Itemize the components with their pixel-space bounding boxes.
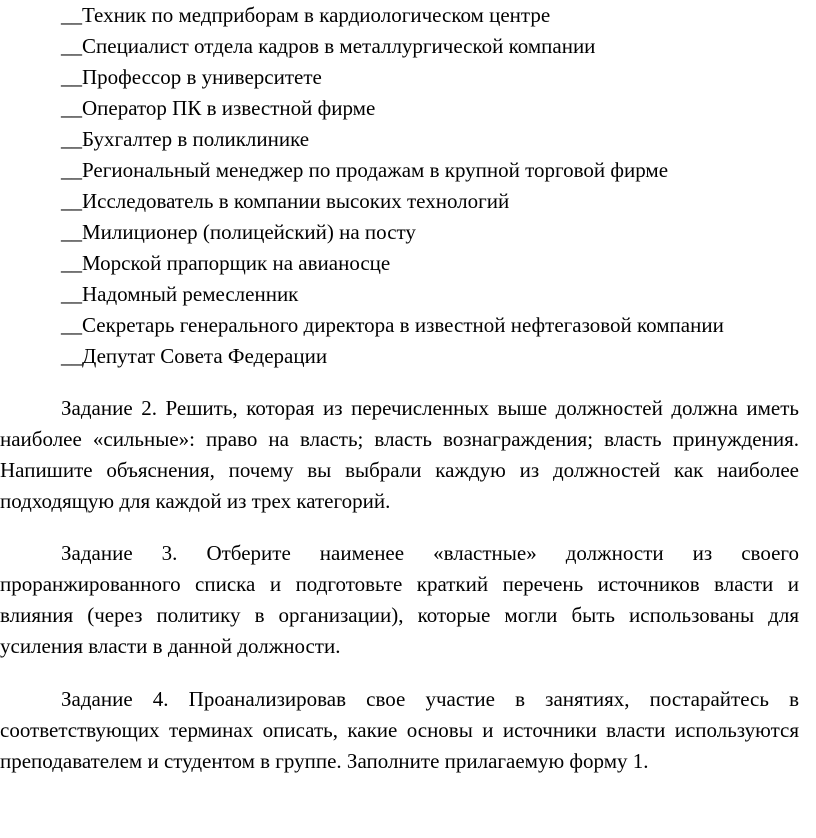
blank-line: __ xyxy=(61,282,82,306)
position-text: Специалист отдела кадров в металлургической компании xyxy=(82,34,596,58)
list-item xyxy=(61,341,811,372)
position-text: Депутат Совета Федерации xyxy=(82,344,328,368)
position-text: Исследователь в компании высоких технологий xyxy=(82,189,510,213)
list-item xyxy=(61,310,811,341)
list-item xyxy=(61,248,811,279)
position-text: Региональный менеджер по продажам в крупной торговой фирме xyxy=(82,158,669,182)
position-text: Морской прапорщик на авианосце xyxy=(82,251,391,275)
task-4-paragraph: Задание 4. Проанализировав свое участие в занятиях, постарайтесь в соответствующих терминах описать, какие основы и источники власти используются преподавателем и студентом в группе. Заполните прилагаемую форму 1. xyxy=(0,687,799,773)
list-item xyxy=(61,217,811,248)
list-item xyxy=(61,186,811,217)
blank-line: __ xyxy=(61,220,82,244)
list-item xyxy=(61,93,811,124)
blank-line: __ xyxy=(61,65,82,89)
task-3-paragraph: Задание 3. Отберите наименее «властные» должности из своего проранжированного списка и подготовьте краткий перечень источников власти и влияния (через политику в организации), которые могли быть использованы для усиления власти в данной должности. xyxy=(0,541,799,658)
blank-line: __ xyxy=(61,189,82,213)
positions-list xyxy=(61,0,811,372)
position-text: Надомный ремесленник xyxy=(82,282,299,306)
list-item xyxy=(61,62,811,93)
blank-line: __ xyxy=(61,3,82,27)
blank-line: __ xyxy=(61,158,82,182)
list-item xyxy=(61,31,811,62)
position-text: Профессор в университете xyxy=(82,65,322,89)
position-text: Бухгалтер в поликлинике xyxy=(82,127,310,151)
position-text: Секретарь генерального директора в известной нефтегазовой компании xyxy=(82,313,724,337)
blank-line: __ xyxy=(61,313,82,337)
position-text: Милиционер (полицейский) на посту xyxy=(82,220,416,244)
position-text: Оператор ПК в известной фирме xyxy=(82,96,376,120)
blank-line: __ xyxy=(61,127,82,151)
blank-line: __ xyxy=(61,34,82,58)
list-item xyxy=(61,155,811,186)
blank-line: __ xyxy=(61,344,82,368)
list-item xyxy=(61,279,811,310)
task-2-paragraph: Задание 2. Решить, которая из перечисленных выше должностей должна иметь наиболее «сильные»: право на власть; власть вознаграждения; власть принуждения. Напишите объяснения, почему вы выбрали каждую из должностей как наиболее подходящую для каждой из трех категорий. xyxy=(0,396,799,513)
blank-line: __ xyxy=(61,251,82,275)
position-text: Техник по медприборам в кардиологическом центре xyxy=(82,3,551,27)
list-item xyxy=(61,0,811,31)
blank-line: __ xyxy=(61,96,82,120)
list-item xyxy=(61,124,811,155)
